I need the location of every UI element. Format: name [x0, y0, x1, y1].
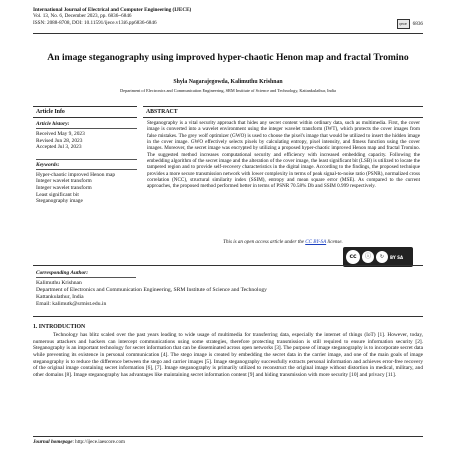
keyword-item: Integer wavelet transform — [36, 178, 92, 185]
corresponding-dept: Department of Electronics and Communication Engineering, SRM Institute of Science and Technology — [36, 287, 267, 293]
paper-title: An image steganography using improved hyper-chaotic Henon map and fractal Tromino — [47, 52, 409, 63]
footer-url[interactable]: : http://ijece.iaescore.com — [72, 439, 125, 445]
keywords-top-rule — [36, 159, 137, 160]
corresponding-bottom-rule — [33, 316, 423, 317]
corresponding-details — [33, 280, 423, 308]
header-divider — [33, 33, 423, 34]
page-number: 6836 — [412, 20, 423, 27]
cc-badge-label: BY SA — [390, 254, 404, 260]
keyword-item: Integer wavelet transform — [36, 184, 92, 191]
attribution-icon: ⓘ — [362, 251, 374, 263]
cc-license-badge[interactable] — [343, 247, 413, 267]
keywords-heading: Keywords: — [36, 161, 60, 168]
volume-line: Vol. 13, No. 6, December 2023, pp. 6836~6846 — [33, 13, 132, 20]
journal-logo-icon: IJECE — [397, 19, 410, 29]
open-access-note — [143, 239, 423, 245]
corresponding-heading: Corresponding Author: — [36, 270, 89, 276]
article-info-heading: Article Info — [33, 106, 137, 118]
journal-header — [33, 7, 423, 26]
keyword-item: Steganography image — [36, 198, 83, 205]
journal-footer — [33, 439, 423, 445]
abstract-heading: ABSTRACT — [143, 106, 423, 118]
accepted-date: Accepted Jul 3, 2023 — [36, 144, 82, 151]
introduction-heading: 1. INTRODUCTION — [33, 324, 86, 330]
abstract-column — [143, 106, 423, 190]
revised-date: Revised Jun 28, 2023 — [36, 137, 83, 144]
corresponding-top-rule — [33, 265, 423, 266]
article-history-heading: Article history: — [36, 121, 70, 127]
corresponding-rule — [36, 277, 136, 278]
keyword-item: Hyper-chaotic improved Henon map — [36, 171, 116, 178]
abstract-text: Steganography is a vital security approach that hides any secret content within ordinary data, such as multimedia. First, the cover image is converted into a wavelet environment using the integer wavelet transform (IWT), which protects the cover images from false mistakes. The grey wolf optimizer (GWO) is used to choose the pixel's image that would be utilized to insert the hidden image in the cover image. GWO effectively selects pixels by calculating entropy, pixel intensity, and fitness function using the cover images. Moreover, the secret image was encrypted by utilizing a proposed hyper-chaotic improved Henon map and fractal Tromino. The suggested method increases computational security and efficiency with increased embedding capacity. Following the embedding algorithm of the secret image and the alteration of the cover image, the least significant bit (LSB) is utilized to locate the tampered region and to provide self-recovery characteristics in the digital image. According to the findings, the proposed technique provides a more secure transmission network with lower complexity in terms of peak signal-to-noise ratio (PSNR), normalized cross correlation (NCC), structural similarity index (SSIM), entropy and mean square error (MSE). As compared to the current approaches, the proposed method performed better in terms of PSNR 70.58% Db and SSIM 0.999 respectively. — [147, 120, 420, 190]
paper-authors: Shyla Nagarajegowda, Kalimuthu Krishnan — [173, 79, 283, 85]
article-info-column — [33, 106, 137, 205]
header-logo-area — [397, 19, 423, 29]
open-access-prefix: This is an open access article under the — [223, 239, 306, 245]
corresponding-email: Email: kalimutk@srmist.edu.in — [36, 301, 107, 307]
keyword-item: Least significant bit — [36, 191, 79, 198]
received-date: Received May 9, 2023 — [36, 131, 85, 137]
keywords-rule — [36, 169, 137, 170]
share-alike-icon: ↻ — [376, 251, 388, 263]
license-link[interactable]: CC BY-SA — [305, 239, 327, 245]
author-affiliation: Department of Electronics and Communication Engineering, SRM Institute of Science and Technology, Kattankulathur, India — [120, 88, 336, 93]
cc-icon: cc — [346, 250, 360, 264]
history-rule — [36, 128, 137, 129]
open-access-suffix: license. — [326, 239, 343, 245]
introduction-text: Technology has blitz scaled over the past years leading to wide usage of multimedia for transferring data, especially the internet of things (IoT) [1]. However, today, numerous attackers and hackers can intercept communications using some strategies, therefore protecting transmission is still required to ensure information security [2]. Steganography is an important technology for secret information that can be disseminated across open networks [3]. The purpose of image steganography is to incorporate secret data while preventing its existence in personal communication [4]. The stego image is created by embedding the secret data in the carrier image, and one of the main goals of image steganography is to reduce the difference between the stego and carrier images [5]. Image steganography successfully extracts personal information and achieves error-free recovery of the original image containing secret information [6], [7]. Image steganography is primarily utilized to reconstruct the original image without distortion in medical, military, and other domains [8]. Image steganography has advantages like maintaining secret information content [9] and hiding transmission with more security [10] and privacy [11]. — [33, 332, 423, 378]
footer-rule — [33, 436, 423, 437]
corresponding-name: Kalimuthu Krishnan — [36, 280, 82, 286]
journal-name: International Journal of Electrical and Computer Engineering (IJECE) — [33, 7, 192, 13]
corresponding-author-block — [33, 267, 423, 308]
issn-line: ISSN: 2088-8708, DOI: 10.11591/ijece.v13i6.pp6836-6846 — [33, 19, 157, 26]
footer-label: Journal homepage — [33, 439, 73, 445]
corresponding-city: Kattankulathur, India — [36, 294, 84, 300]
